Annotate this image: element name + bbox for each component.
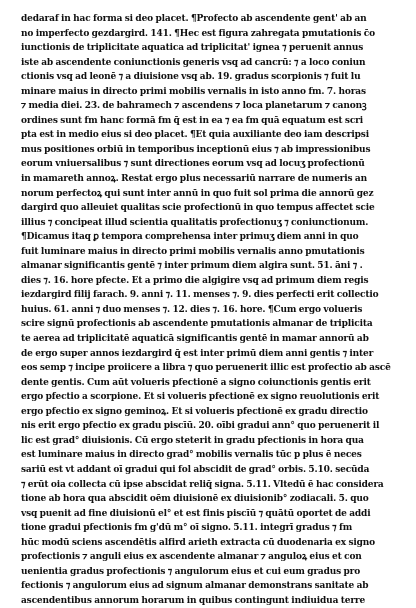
text-line: ⁊ erūt oia collecta cū ipse abscidat reliq̄ signa. 5.11. Vltedū ē hac considera — [21, 479, 384, 490]
text-line: profectionis ⁊ anguli eius ex ascendente almanar ⁊ anguloꝝ eius et con — [21, 552, 362, 563]
text-line: illius ⁊ concipeat illud scientia qualitatis profectionuʒ ⁊ coniunctionum. — [21, 217, 369, 228]
text-line: tione ab hora qua abscidit oēm diuisionē ex diuisionib° zodiacali. 5. quo — [21, 494, 369, 505]
text-line: ¶Dicamus itaq ꝑ tempora comprehensa inter primuʒ diem anni in quo — [21, 232, 359, 243]
text-line: almanar significantis gentē ⁊ inter primum diem algira sunt. 51. āni ⁊ . — [21, 261, 363, 272]
text-line: iezdargird filij farach. 9. anni ⁊. 11. menses ⁊. 9. dies perfecti erit collectio — [21, 290, 379, 301]
text-line: minare maius in directo primi mobilis vernalis in isto anno fm. 7. horas — [21, 86, 366, 97]
text-line: ⁊ media diei. 23. de bahramech ⁊ ascendens ⁊ loca planetarum ⁊ canonꝫ — [21, 101, 367, 112]
text-line: hūc modū sciens ascendētis alfird arieth extracta cū duodenaria ex signo — [21, 537, 376, 548]
text-line: uenientia gradus profectionis ⁊ angulorum eius et cui eum gradus pro — [21, 566, 361, 577]
text-line: eorum vniuersalibus ⁊ sunt directiones eorum vsq ad locuʒ profectionū — [21, 159, 365, 170]
text-line: de ergo super annos iezdargird q̄ est inter primū diem anni gentis ⁊ inter — [21, 348, 374, 359]
text-line: ascendentibus annorum horarum in quibus contingunt indiuidua terre — [21, 595, 366, 606]
text-line: dies ⁊. 16. hore pfecte. Et a primo die algigire vsq ad primum diem regis — [21, 275, 369, 286]
text-line: norum perfectoꝝ qui sunt inter annū in quo fuit sol prima die annorū gez — [21, 188, 374, 199]
text-line: huius. 61. anni ⁊ duo menses ⁊. 12. dies ⁊. 16. hore. ¶Cum ergo volueris — [21, 304, 363, 315]
text-line: fuit luminare maius in directo primi mobilis vernalis anno pmutationis — [21, 246, 365, 257]
text-line: te aerea ad triplicitatē aquaticā significantis gentē in mamar annorū ab — [21, 334, 369, 345]
text-line: iunctionis de triplicitate aquatica ad triplicitat' ignea ⁊ peruenit annus — [21, 43, 364, 54]
text-line: vsq puenit ad fine diuisionū el° et est finis piscīū ⁊ quātū oportet de addi — [21, 508, 371, 519]
text-line: est luminare maius in directo grad° mobilis vernalis tūc p plus ē neces — [21, 450, 362, 461]
text-line: mus positiones orbiū in temporibus inceptionū eius ⁊ ab impressionibus — [21, 144, 371, 155]
text-line: iste ab ascendente coniunctionis generis vsq ad cancrū: ⁊ a loco coniun — [21, 57, 366, 68]
text-line: dargird quo alleuiet qualitas scie profectionū in quo tempus affectet scie — [21, 203, 375, 214]
text-line: in mamareth annoꝝ. Restat ergo plus necessariū narrare de numeris an — [21, 174, 367, 185]
text-line: ctionis vsq ad leonē ⁊ a diuisione vsq ab. 19. gradus scorpionis ⁊ fuit lu — [21, 72, 361, 83]
text-line: dente gentis. Cum aūt volueris pfectionē a signo coiunctionis gentis erit — [21, 377, 371, 388]
text-line: sariū est vt addant oī gradui qui fol abscidit de grad° orbis. 5.10. secūda — [21, 464, 370, 475]
body-text — [21, 12, 405, 608]
text-line: ergo pfectio a scorpione. Et si volueris pfectionē ex signo reuolutionis erit — [21, 392, 380, 403]
text-line: scire signū profectionis ab ascendente pmutationis almanar de triplicita — [21, 319, 373, 330]
text-line: lic est grad° diuisionis. Cū ergo steterit in gradu pfectionis in hora qua — [21, 435, 364, 446]
text-line: tione gradui pfectionis fm g'dū m° oī signo. 5.11. integrī gradus ⁊ fm — [21, 523, 353, 534]
text-line: ordines sunt fm hanc formā fm q̄ est in ea ⁊ ea fm quā equatum est scri — [21, 115, 364, 126]
text-line: eos semp ⁊ incipe proiicere a libra ⁊ quo peruenerit illic est profectio ab ascē — [21, 363, 391, 374]
text-line: ergo pfectio ex signo geminoꝝ. Et si volueris pfectionē ex gradu directio — [21, 406, 368, 417]
text-line: no imperfecto gezdargird. 141. ¶Hec est figura zahregata pmutationis c̄o — [21, 28, 375, 39]
text-line: nis erit ergo pfectio ex gradu piscīū. 20. oībi gradui ann° quo peruenerit il — [21, 421, 380, 432]
text-line: dedaraf in hac forma si deo placet. ¶Profecto ab ascendente gent' ab an — [21, 14, 367, 24]
text-line: fectionis ⁊ angulorum eius ad signum almanar demonstrans sanitate ab — [21, 581, 369, 592]
text-line: pta est in medio eius si deo placet. ¶Et quia auxiliante deo iam descripsi — [21, 130, 369, 141]
